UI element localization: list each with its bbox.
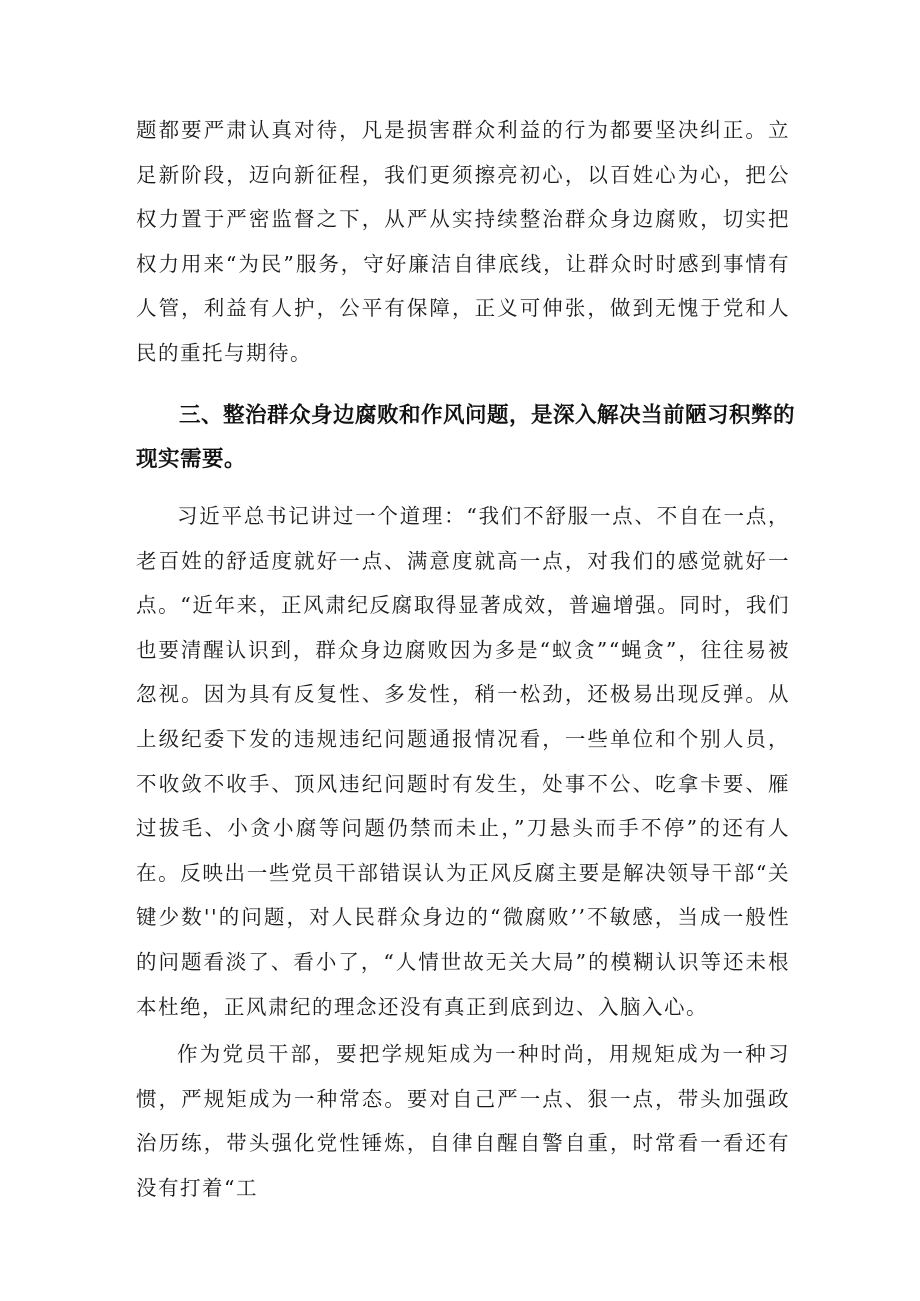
body-paragraph: 题都要严肃认真对待，凡是损害群众利益的行为都要坚决纠正。立足新阶段，迈向新征程，我们更须擦亮初心，以百姓心为心，把公权力置于严密监督之下，从严从实持续整治群众身边腐败，切实把权力用来“为民”服务，守好廉洁自律底线，让群众时时感到事情有人管，利益有人护，公平有保障，正义可伸张，做到无愧于党和人民的重托与期待。 [136,118,790,365]
body-paragraph: 习近平总书记讲过一个道理：“我们不舒服一点、不自在一点，老百姓的舒适度就好一点、满意度就高一点，对我们的感觉就好一点。“近年来，正风肃纪反腐取得显著成效，普遍增强。同时，我们也要清醒认识到，群众身边腐败因为多是“蚁贪”“蝇贪”，往往易被忽视。因为具有反复性、多发性，稍一松劲，还极易出现反弹。从上级纪委下发的违规违纪问题通报情况看，一些单位和个别人员，不收敛不收手、顶风违纪问题时有发生，处事不公、吃拿卡要、雁过拔毛、小贪小腐等问题仍禁而未止，”刀悬头而手不停”的还有人在。反映出一些党员干部错误认为正风反腐主要是解决领导干部“关键少数''的问题，对人民群众身边的“微腐败’’不敏感，当成一般性的问题看淡了、看小了，“人情世故无关大局”的模糊认识等还未根本杜绝，正风肃纪的理念还没有真正到底到边、入脑入心。 [136,504,790,1019]
section-heading: 三、整治群众身边腐败和作风问题，是深入解决当前陋习积弊的现实需要。 [136,403,796,472]
body-paragraph: 作为党员干部，要把学规矩成为一种时尚，用规矩成为一种习惯，严规矩成为一种常态。要对自己严一点、狠一点，带头加强政治历练，带头强化党性锤炼，自律自醒自警自重，时常看一看还有没有打着“工 [136,1042,790,1200]
